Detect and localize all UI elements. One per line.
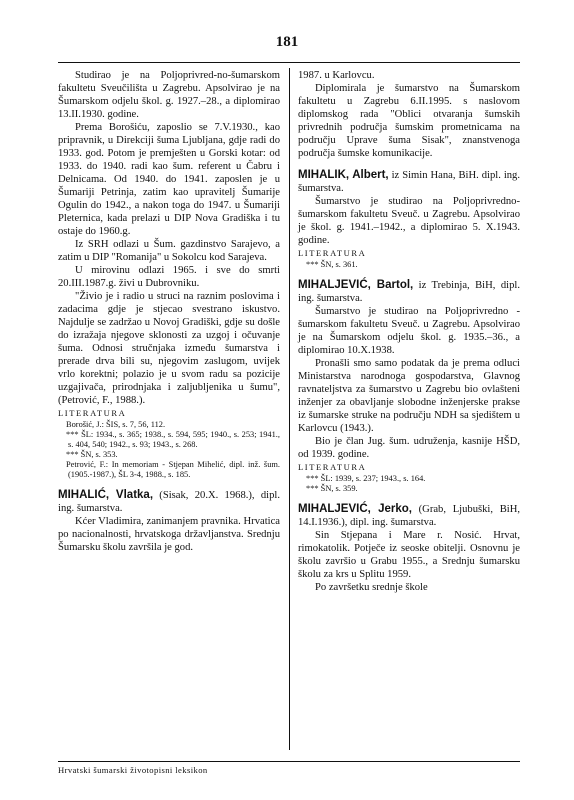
body-paragraph: Bio je član Jug. šum. udruženja, kasnije HŠD, od 1939. godine. xyxy=(298,436,520,460)
literature-heading: LITERATURA xyxy=(298,248,367,258)
body-paragraph: Sin Stjepana i Mare r. Nosić. Hrvat, rimokatolik. Potječe iz seoske obitelji. Osnovnu je školu završio u Grabu 1955., a Srednju šumarsku školu za krs u Splitu 1959. xyxy=(298,530,520,580)
body-paragraph: 1987. u Karlovcu. xyxy=(298,70,375,81)
reference-item: *** ŠN, s. 361. xyxy=(306,260,358,269)
body-paragraph: Studirao je na Poljoprivred-no-šumarskom fakultetu Sveučilišta u Zagrebu. Apsolvirao je na Šumarskom odjelu škol. g. 1927.–28., a diplomirao 13.II.1930. godine. xyxy=(58,70,280,120)
literature-heading: LITERATURA xyxy=(298,462,367,472)
footer-title: Hrvatski šumarski životopisni leksikon xyxy=(58,765,208,775)
body-paragraph: Prema Borošiću, zaposlio se 7.V.1930., kao pripravnik, u Direkciji šuma Ljubljana, gdje radi do 1933. god. Potom je premješten u Gorski kotar: od 1933. do 1940. radi kao šum. referent u Čabru i Delnicama. Od 1940. do 1941. zaposlen je u Šumariji Petrinja, zatim kao upravitelj Šumarije Ogulin do 1942., a nakon toga do 1947. u Šumariji Pleternica, kada prelazi u DIP Nova Gradiška i tu ostaje do 1960.g. xyxy=(58,122,280,237)
entry-heading-paragraph xyxy=(58,489,280,515)
column-divider xyxy=(289,68,290,750)
literature-heading: LITERATURA xyxy=(58,408,127,418)
reference-item: Borošić, J.: ŠIS, s. 7, 56, 112. xyxy=(66,420,166,429)
reference-item: Petrović, F.: In memoriam - Stjepan Mihelić, dipl. inž. šum. (1905.-1987.), ŠL 3-4, 1988., s. 185. xyxy=(66,460,280,479)
header-rule xyxy=(58,62,520,63)
page-number: 181 xyxy=(275,34,299,50)
entry-heading-paragraph xyxy=(298,169,520,195)
entry-name: MIHALIĆ, Vlatka, xyxy=(58,489,154,501)
entry-intro: iz Trebinja, BiH, dipl. ing. šumarstva. xyxy=(298,280,520,304)
body-paragraph: Šumarstvo je studirao na Poljoprivredno - šumarskom fakultetu Sveuč. u Zagrebu. Apsolvirao je na Šumarskom odjelu škol. g. 1935.–36., a diplomirao 10.X.1938. xyxy=(298,306,520,356)
footer-rule xyxy=(58,761,520,762)
entry-name: MIHALJEVIĆ, Jerko, xyxy=(298,503,412,515)
reference-item: *** ŠL: 1934., s. 365; 1938., s. 594, 595; 1940., s. 253; 1941., s. 404, 540; 1942., s. 93; 1943., s. 268. xyxy=(66,430,280,449)
entry-intro: iz Simin Hana, BiH. dipl. ing. šumarstva. xyxy=(298,170,521,194)
body-paragraph: Šumarstvo je studirao na Poljoprivredno-šumarskom fakultetu Sveuč. u Zagrebu. Apsolvirao je škol. g. 1941.–1942., a diplomirao 5. X.1943. godine. xyxy=(298,196,520,246)
left-column xyxy=(58,69,280,554)
body-paragraph: Iz SRH odlazi u Šum. gazdinstvo Sarajevo, a zatim u DIP "Romanija" u Sokolcu kod Sarajeva. xyxy=(58,239,280,263)
reference-item: *** ŠN, s. 353. xyxy=(66,450,118,459)
body-paragraph: Kćer Vladimira, zanimanjem pravnika. Hrvatica po nacionalnosti, hrvatskoga državljanstva. Srednju Šumarsku školu završila je god. xyxy=(58,516,280,553)
body-paragraph: Pronašli smo samo podatak da je prema odluci Ministarstva narodnoga gospodarstva, Glavnog ravnateljstva za šumarstvo u Zagrebu bio ovlašteni inženjer za obavljanje slobodne inženjerske prakse iz šumarske struke na području NDH sa sjedištem u Karlovcu (1943.). xyxy=(298,358,520,434)
right-column xyxy=(298,69,520,594)
body-paragraph: "Živio je i radio u struci na raznim poslovima i zadacima gdje je stjecao svestrano iskustvo. Najdulje se zadržao u Novoj Gradiški, gdje su došle do izražaja njegove sklonosti za uzgoj i očuvanje šuma. Odnosi stručnjaka između šumarstva i prerade drva bili su, njegovim zaslugom, uvijek vrlo korektni; polazio je u svom radu sa pozicije uzgajivača, prirodnjaka i zaljubljenika u šumu", (Petrović, F., 1988.). xyxy=(58,291,280,406)
entry-heading-paragraph xyxy=(298,279,520,305)
body-paragraph: Po završetku srednje škole xyxy=(315,582,428,593)
entry-name: MIHALJEVIĆ, Bartol, xyxy=(298,279,414,291)
reference-item: *** ŠN, s. 359. xyxy=(306,484,358,493)
entry-intro: (Grab, Ljubuški, BiH, 14.I.1936.), dipl. ing. šumarstva. xyxy=(298,504,520,528)
entry-heading-paragraph xyxy=(298,503,520,529)
reference-item: *** ŠL: 1939, s. 237; 1943., s. 164. xyxy=(306,474,426,483)
entry-name: MIHALIK, Albert, xyxy=(298,169,389,181)
body-paragraph: Diplomirala je šumarstvo na Šumarskom fakultetu u Zagrebu 6.II.1995. s naslovom diplomskog rada "Oblici otvaranja šumskih privrednih područja šumskim prometnicama na području Uprave šuma Sisak", znanstvenoga područja šumske komunikacije. xyxy=(298,83,520,159)
body-paragraph: U mirovinu odlazi 1965. i sve do smrti 20.III.1987.g. živi u Dubrovniku. xyxy=(58,265,280,289)
entry-intro: (Sisak, 20.X. 1968.), dipl. ing. šumarstva. xyxy=(58,490,280,514)
